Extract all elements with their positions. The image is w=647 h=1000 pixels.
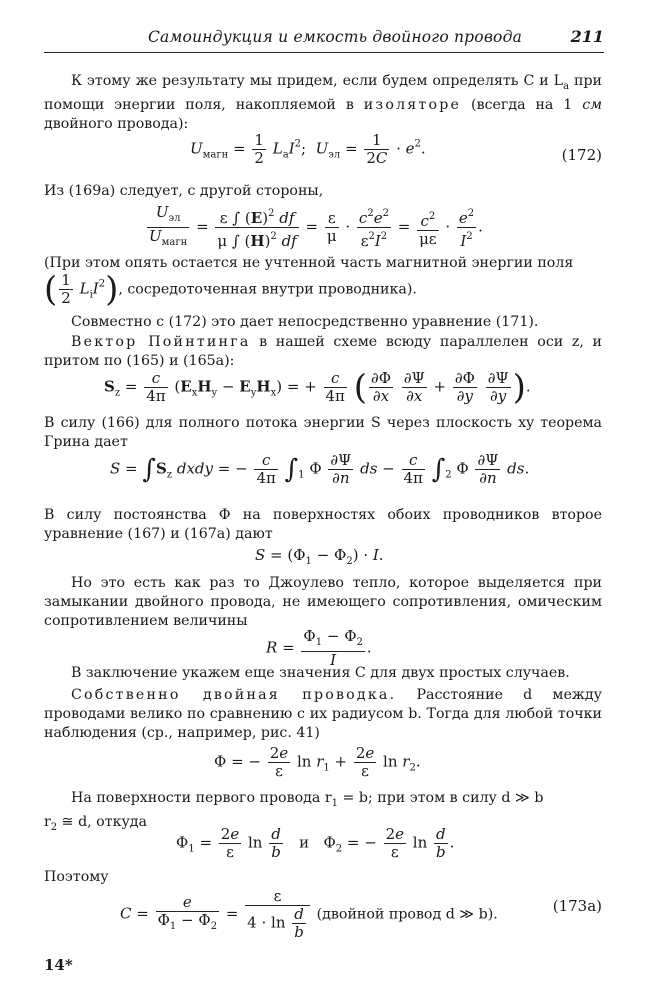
equation-green: $S = \int S_z$ dxdy = − $\frac{c}{4\pi}$ $\int_1$ Φ $\frac{\partial\Psi}{\partial n}$ ds − $\frac{c}{4\pi}$ $\int_2$ Φ $\frac{\partial\Psi}{\partial n}$ ds.	[110, 451, 530, 487]
paragraph-8: Но это есть как раз то Джоулево тепло, которое выделяется при замыкании двойного провода, не имеющего сопротивления, омическим сопротивлением величины	[44, 575, 602, 629]
paragraph-7: В силу постоянства Φ на поверхностях обоих проводников второе уравнение (167) и (167a) дают	[44, 507, 602, 542]
paragraph-1: К этому же результату мы придем, если будем определять C и $L_a$ при помощи энергии поля, накопляемой в изоляторе (всегда на 1 см двойного провода):	[44, 73, 602, 132]
paragraph-12: Поэтому	[44, 869, 109, 885]
paragraph-9: В заключение укажем еще значения C для двух простых случаев.	[71, 665, 570, 681]
equation-173a: C = $\frac{e}{\Phi_1 - \Phi_2}$ = ε 4 · ln $\frac{d}{b}$ (двойной провод d ≫ b).	[120, 887, 498, 941]
equation-power: $S = (\Phi_1 - \Phi_2) \cdot I$.	[255, 546, 384, 567]
equation-poynting: $S_z$ = $\frac{c}{4\pi}$ $(E_xH_y - E_yH_x)$ = + $\frac{c}{4\pi}$ ( $\frac{\partial\Phi}{\partial x}$ $\frac{\partial\Psi}{\partial x}$ + $\frac{\partial\Phi}{\partial y}$ $\frac{\partial\Psi}{\partial y}$ ).	[104, 367, 531, 408]
paragraph-4: Совместно с (172) это дает непосредственно уравнение (171).	[71, 314, 539, 330]
paragraph-5: Вектор Пойнтинга в нашей схеме всюду параллелен оси z, и притом по (165) и (165a):	[44, 334, 602, 369]
equation-resistance: R = $\frac{\Phi_1 - \Phi_2}{I}$ .	[266, 627, 372, 669]
equation-potential: Φ = − $\frac{2e}{\varepsilon}$ $\ln r_1$ + $\frac{2e}{\varepsilon}$ $\ln r_2$.	[214, 744, 421, 780]
page-number: 211	[570, 27, 604, 46]
paragraph-6: В силу (166) для полного потока энергии S через плоскость xy теорема Грина дает	[44, 415, 602, 450]
paragraph-3: (При этом опять остается не учтенной часть магнитной энергии поля	[44, 255, 574, 271]
equation-number-173a: (173a)	[552, 897, 602, 915]
header-title: Самоиндукция и емкость двойного провода	[148, 28, 523, 46]
paragraph-11: На поверхности первого провода $r_1 = b$; при этом в силу d ≫ b $r_2$ ≅ d, откуда	[44, 790, 544, 833]
signature-mark: 14*	[44, 956, 73, 974]
running-header	[44, 24, 604, 53]
paragraph-10: Собственно двойная проводка. Расстояние d между проводами велико по сравнению с их радиусом b. Тогда для любой точки наблюдения (ср., например, рис. 41)	[44, 687, 602, 741]
equation-energy-ratio: $U_{эл}$ $U_{магн}$ = $\frac{\varepsilon \int (E)^2 df}{\mu \int (H)^2 df}$ = $\frac{\varepsilon}{\mu}$ · $\frac{c^2e^2}{\varepsilon^2I^2}$ = $\frac{c^2}{\mu\varepsilon}$ · $\frac{e^2}{I^2}$ .	[149, 203, 483, 250]
equation-number-172: (172)	[561, 146, 602, 164]
paragraph-3-formula: ( $\frac{1}{2}$ $L_iI^2$), сосредоточенная внутри проводника).	[44, 269, 417, 310]
equation-172: $U_{магн}$ = $\frac{1}{2}$ $L_aI^2$; $U_{эл}$ = $\frac{1}{2C}$ · $e^2$.	[190, 131, 426, 167]
paragraph-2: Из (169a) следует, с другой стороны,	[44, 183, 324, 199]
equation-surface-potentials: $\Phi_1$ = $\frac{2e}{\varepsilon}$ ln $\frac{d}{b}$ и $\Phi_2$ = − $\frac{2e}{\varepsilon}$ ln $\frac{d}{b}$ .	[176, 825, 455, 861]
